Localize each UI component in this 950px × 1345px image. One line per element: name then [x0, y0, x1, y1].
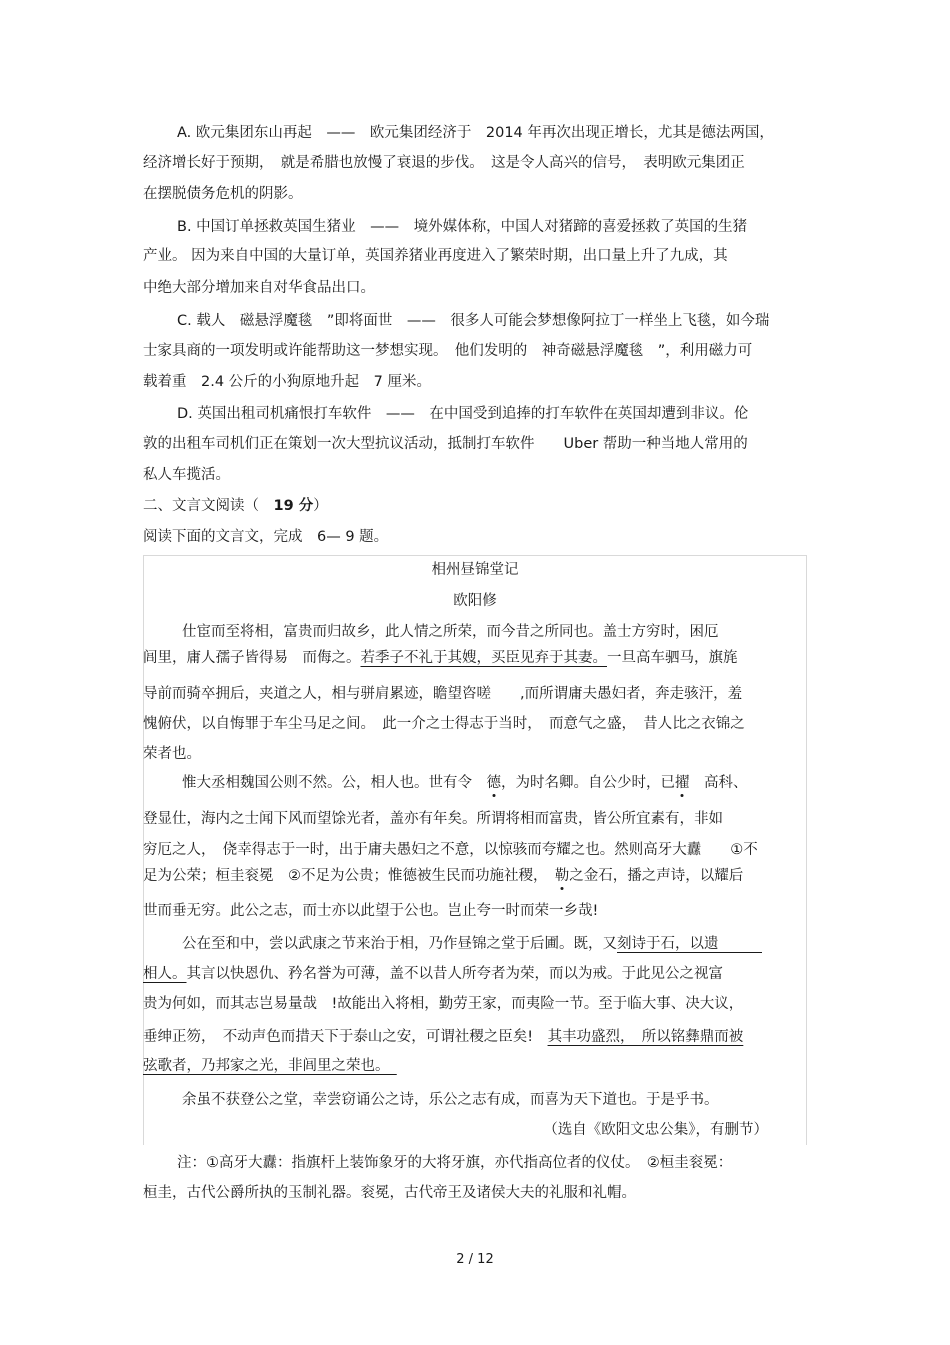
passage-source: （选自《欧阳文忠公集》，有删节）	[543, 1122, 768, 1138]
p2-line-1-a: 惟大丞相魏国公则不然。公，相人也。世有令	[182, 775, 472, 791]
p1-line-2-a: 闾里，庸人孺子皆得易 而侮之。	[143, 650, 361, 666]
p3-line-4	[143, 1027, 743, 1047]
section-heading-prefix: 二、文言文阅读（	[143, 498, 274, 514]
page-number: 2 / 12	[456, 1252, 494, 1267]
p2-line-1	[182, 773, 748, 793]
p2-line-3: 穷厄之人， 侥幸得志于一时，出于庸夫愚妇之不意，以惊骇而夸耀之也。然则高牙大纛 ①不	[143, 842, 758, 858]
p2-line-4-b: 之金石，播之声诗，以耀后	[569, 868, 744, 884]
option-d-line-2: 敦的出租车司机们正在策划一次大型抗议活动，抵制打车软件 Uber 帮助一种当地人常用的	[143, 436, 748, 452]
p1-underlined-sentence: 若季子不礼于其嫂，买臣见弃于其妻。	[360, 650, 607, 666]
p4-line-1: 余虽不获登公之堂，幸尝窃诵公之诗，乐公之志有成，而喜为天下道也。于是乎书。	[182, 1092, 719, 1108]
option-c-line-3: 载着重 2.4 公斤的小狗原地升起 7 厘米。	[143, 374, 432, 390]
p2-line-2: 登显仕，海内之士闻下风而望馀光者，盖亦有年矣。所谓将相而富贵，皆公所宜素有，非如	[143, 811, 723, 827]
p3-line-2-b: 其言以快恩仇、矜名誉为可薄，盖不以昔人所夸者为荣，而以为戒。于此见公之视富	[186, 966, 723, 982]
passage-author: 欧阳修	[453, 593, 497, 609]
p1-line-2-b: 一旦高车驷马，旗旄	[607, 650, 738, 666]
dotted-word-le: 勒	[554, 868, 570, 884]
dotted-word-zhuo: 擢	[675, 775, 690, 791]
passage-title: 相州昼锦堂记	[431, 562, 519, 578]
p3-underlined-a: 刻诗于石，以遗	[617, 936, 762, 952]
p1-line-5: 荣者也。	[143, 746, 201, 762]
p3-underlined-b: 相人。	[143, 966, 187, 982]
p1-line-3: 导前而骑卒拥后，夹道之人，相与骈肩累迹，瞻望咨嗟 ,而所谓庸夫愚妇者，奔走骇汗，羞	[143, 686, 743, 702]
p1-line-2	[143, 648, 738, 668]
p3-underlined-d: 弦歌者，乃邦家之光，非闾里之荣也。	[143, 1058, 397, 1074]
option-a-line-1: A. 欧元集团东山再起 —— 欧元集团经济于 2014 年再次出现正增长，尤其是德法两国，	[177, 125, 774, 141]
option-a-line-2: 经济增长好于预期， 就是希腊也放慢了衰退的步伐。 这是令人高兴的信号， 表明欧元集团正	[143, 155, 745, 171]
p3-line-3: 贵为何如，而其志岂易量哉 !故能出入将相，勤劳王家，而夷险一节。至于临大事、决大议，	[143, 996, 744, 1012]
p3-line-1	[182, 934, 762, 954]
p3-line-2	[143, 964, 723, 984]
option-b-line-1: B. 中国订单拯救英国生猪业 —— 境外媒体称，中国人对猪蹄的喜爱拯救了英国的生猪	[177, 219, 748, 235]
p2-line-5: 世而垂无穷。此公之志，而士亦以此望于公也。岂止夸一时而荣一乡哉!	[143, 903, 599, 919]
dotted-word-de: 德	[486, 775, 501, 791]
p1-line-4: 愧俯伏，以自悔罪于车尘马足之间。 此一介之士得志于当时， 而意气之盛， 昔人比之衣锦之	[143, 716, 745, 732]
option-a-line-3: 在摆脱债务危机的阴影。	[143, 186, 303, 202]
section-instruction: 阅读下面的文言文，完成 6— 9 题。	[143, 529, 389, 545]
section-heading-suffix: ）	[313, 498, 328, 514]
notes-line-2: 桓圭，古代公爵所执的玉制礼器。衮冕，古代帝王及诸侯大夫的礼服和礼帽。	[143, 1185, 636, 1201]
p3-line-4-a: 垂绅正笏， 不动声色而措天下于泰山之安，可谓社稷之臣矣!	[143, 1029, 548, 1045]
p1-line-1: 仕宦而至将相，富贵而归故乡，此人情之所荣，而今昔之所同也。盖士方穷时，困厄	[182, 624, 719, 640]
section-heading-score: 19 分	[273, 498, 314, 514]
p3-underlined-c: 其丰功盛烈， 所以铭彝鼎而被	[547, 1029, 744, 1045]
option-d-line-1: D. 英国出租司机痛恨打车软件 —— 在中国受到追捧的打车软件在英国却遭到非议。伦	[177, 406, 749, 422]
p2-line-4	[143, 866, 743, 886]
p3-line-1-a: 公在至和中，尝以武康之节来治于相，乃作昼锦之堂于后圃。既，又	[182, 936, 617, 952]
option-c-line-2: 士家具商的一项发明或许能帮助这一梦想实现。 他们发明的 神奇磁悬浮魔毯 ”，利用磁力可	[143, 343, 753, 359]
option-b-line-3: 中绝大部分增加来自对华食品出口。	[143, 280, 375, 296]
p2-line-4-a: 足为公荣；桓圭衮冕 ②不足为公贵；惟德被生民而功施社稷，	[143, 868, 541, 884]
option-b-line-2: 产业。 因为来自中国的大量订单，英国养猪业再度进入了繁荣时期，出口量上升了九成，其	[143, 248, 728, 264]
p2-line-1-c: 高科、	[704, 775, 748, 791]
p3-line-5	[143, 1056, 397, 1076]
notes-line-1: 注：①高牙大纛：指旗杆上装饰象牙的大将牙旗，亦代指高位者的仪仗。 ②桓圭衮冕：	[177, 1155, 733, 1171]
option-d-line-3: 私人车揽活。	[143, 467, 230, 483]
section-heading	[143, 496, 328, 516]
p2-line-1-b: ，为时名卿。自公少时，已	[501, 775, 675, 791]
option-c-line-1: C. 载人 磁悬浮魔毯 ”即将面世 —— 很多人可能会梦想像阿拉丁一样坐上飞毯，如今瑞	[177, 313, 770, 329]
